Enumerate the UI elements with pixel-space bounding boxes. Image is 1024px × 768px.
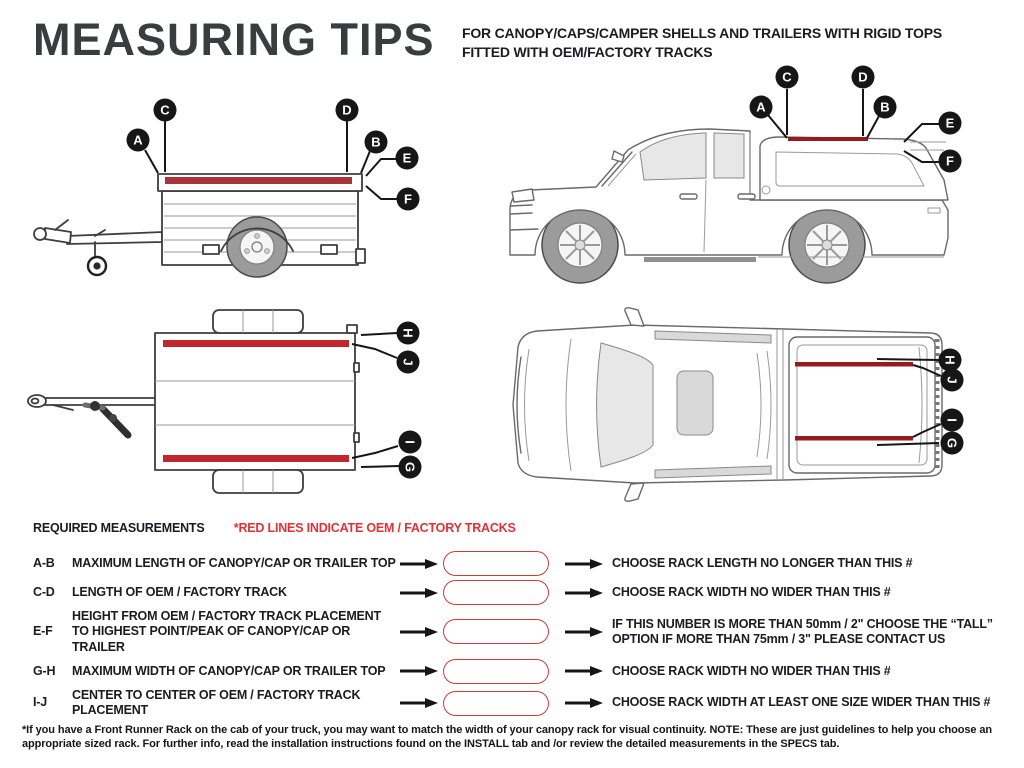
measurement-description: CENTER TO CENTER OF OEM / FACTORY TRACK PLACEMENT <box>72 687 361 717</box>
measurement-guideline: CHOOSE RACK WIDTH AT LEAST ONE SIZE WIDER THAN THIS # <box>612 695 991 710</box>
sunroof <box>677 371 713 435</box>
label-E <box>396 147 419 170</box>
side-mirror <box>612 151 624 162</box>
truck-canopy <box>760 137 948 200</box>
label-B <box>365 131 388 154</box>
door-handle <box>738 194 755 199</box>
arrow-right-icon <box>400 698 443 708</box>
measurement-description: MAXIMUM LENGTH OF CANOPY/CAP OR TRAILER TOP <box>72 555 396 570</box>
measurement-value-box <box>443 659 549 684</box>
label-J <box>941 369 964 392</box>
label-I <box>941 409 964 432</box>
svg-text:I: I <box>944 418 960 422</box>
rear-door-window <box>714 133 744 178</box>
trailer-hitch <box>45 228 71 243</box>
measurement-value-box <box>443 551 549 576</box>
required-measurements-label: REQUIRED MEASUREMENTS <box>33 521 205 535</box>
label-J <box>397 351 420 374</box>
arrow-right-icon <box>565 666 612 676</box>
measurement-row-gh <box>33 659 993 684</box>
headlight <box>512 189 534 202</box>
measurement-table <box>33 551 993 722</box>
page-title: MEASURING TIPS <box>33 14 435 65</box>
label-G <box>941 432 964 455</box>
label-F <box>397 188 420 211</box>
svg-text:B: B <box>371 134 381 150</box>
measurement-id: A-B <box>33 555 55 570</box>
measurement-value-box <box>443 619 549 644</box>
truck-side-view-diagram <box>498 58 990 295</box>
label-I <box>399 431 422 454</box>
arrow-right-icon <box>565 559 612 569</box>
oem-track-red-line <box>788 137 868 141</box>
side-mirror <box>625 308 644 326</box>
measurement-value-box <box>443 580 549 605</box>
arrow-right-icon <box>400 559 443 569</box>
label-C <box>154 99 177 122</box>
legend <box>33 521 516 535</box>
arrow-right-icon <box>565 627 612 637</box>
oem-track-red-line <box>165 177 352 184</box>
label-H <box>397 322 420 345</box>
measurement-row-ij <box>33 688 993 719</box>
svg-text:E: E <box>402 150 412 166</box>
measurement-guideline: CHOOSE RACK WIDTH NO WIDER THAN THIS # <box>612 584 891 599</box>
measurement-description: MAXIMUM WIDTH OF CANOPY/CAP OR TRAILER TOP <box>72 663 386 678</box>
measurement-row-ef <box>33 609 993 655</box>
svg-text:F: F <box>946 153 954 169</box>
subtitle-line-1: FOR CANOPY/CAPS/CAMPER SHELLS AND TRAILERS WITH RIGID TOPS <box>462 25 942 41</box>
oem-track-red-line <box>795 436 913 441</box>
page-subtitle <box>462 24 942 62</box>
measurement-id: G-H <box>33 663 56 678</box>
truck-top-body <box>513 325 942 483</box>
measurement-row-cd <box>33 580 993 605</box>
svg-text:H: H <box>400 328 416 338</box>
svg-text:A: A <box>133 132 143 148</box>
measurement-id: E-F <box>33 624 53 639</box>
measurement-id: I-J <box>33 695 47 710</box>
svg-text:A: A <box>756 99 766 115</box>
arrow-right-icon <box>400 627 443 637</box>
label-H <box>939 349 962 372</box>
trailer-top-view-diagram <box>25 305 445 505</box>
label-D <box>336 99 359 122</box>
svg-text:E: E <box>945 115 955 131</box>
red-lines-note: *RED LINES INDICATE OEM / FACTORY TRACKS <box>233 521 516 535</box>
svg-text:G: G <box>402 461 418 473</box>
oem-track-red-line <box>795 362 913 367</box>
label-E <box>939 112 962 135</box>
svg-text:J: J <box>944 376 960 384</box>
svg-text:J: J <box>400 358 416 366</box>
oem-track-red-line <box>163 455 349 462</box>
measurement-id: C-D <box>33 584 55 599</box>
svg-text:G: G <box>944 437 960 449</box>
label-G <box>399 456 422 479</box>
svg-text:B: B <box>880 99 890 115</box>
label-A <box>750 96 773 119</box>
measurement-value-box <box>443 691 549 716</box>
svg-text:F: F <box>404 191 412 207</box>
subtitle-line-2: FITTED WITH OEM/FACTORY TRACKS <box>462 43 713 60</box>
measurement-guideline: IF THIS NUMBER IS MORE THAN 50mm / 2" CHOOSE THE “TALL” OPTION IF MORE THAN 75mm / 3" PLEASE CONTACT US <box>612 616 993 646</box>
svg-text:C: C <box>782 69 792 85</box>
windshield <box>597 343 654 467</box>
svg-text:C: C <box>160 102 170 118</box>
label-F <box>939 150 962 173</box>
svg-text:I: I <box>402 440 418 444</box>
trailer-fender-top <box>213 310 303 333</box>
measurement-guideline: CHOOSE RACK LENGTH NO LONGER THAN THIS # <box>612 555 913 570</box>
measurement-guideline: CHOOSE RACK WIDTH NO WIDER THAN THIS # <box>612 663 891 678</box>
side-mirror <box>625 483 644 501</box>
label-D <box>852 66 875 89</box>
trailer-side-view-diagram <box>25 85 445 295</box>
arrow-right-icon <box>565 588 612 598</box>
measurement-description: HEIGHT FROM OEM / FACTORY TRACK PLACEMENT TO HIGHEST POINT/PEAK OF CANOPY/CAP OR TRAILER <box>72 609 381 654</box>
trailer-fender-bottom <box>213 470 303 493</box>
door-handle <box>680 194 697 199</box>
truck-top-view-diagram <box>505 305 980 505</box>
arrow-right-icon <box>400 666 443 676</box>
svg-text:D: D <box>858 69 868 85</box>
label-B <box>874 96 897 119</box>
oem-track-red-line <box>163 340 349 347</box>
trailer-tow-bar <box>67 232 162 244</box>
trailer-top-body <box>155 333 355 470</box>
arrow-right-icon <box>400 588 443 598</box>
svg-text:D: D <box>342 102 352 118</box>
footnote: *If you have a Front Runner Rack on the cab of your truck, you may want to match the width of your canopy rack for visual continuity. NOTE: These are just guidelines to help you choose an appropriate sized rack. For further info, read the installation instructions found on the INSTALL tab and /or review the detailed measurements in the SPECS tab. <box>22 724 993 750</box>
label-C <box>776 66 799 89</box>
arrow-right-icon <box>565 698 612 708</box>
running-board <box>644 257 756 262</box>
measurement-row-ab <box>33 551 993 576</box>
measurement-description: LENGTH OF OEM / FACTORY TRACK <box>72 584 287 599</box>
jockey-crank <box>103 409 128 435</box>
svg-text:H: H <box>942 355 958 365</box>
label-A <box>127 129 150 152</box>
